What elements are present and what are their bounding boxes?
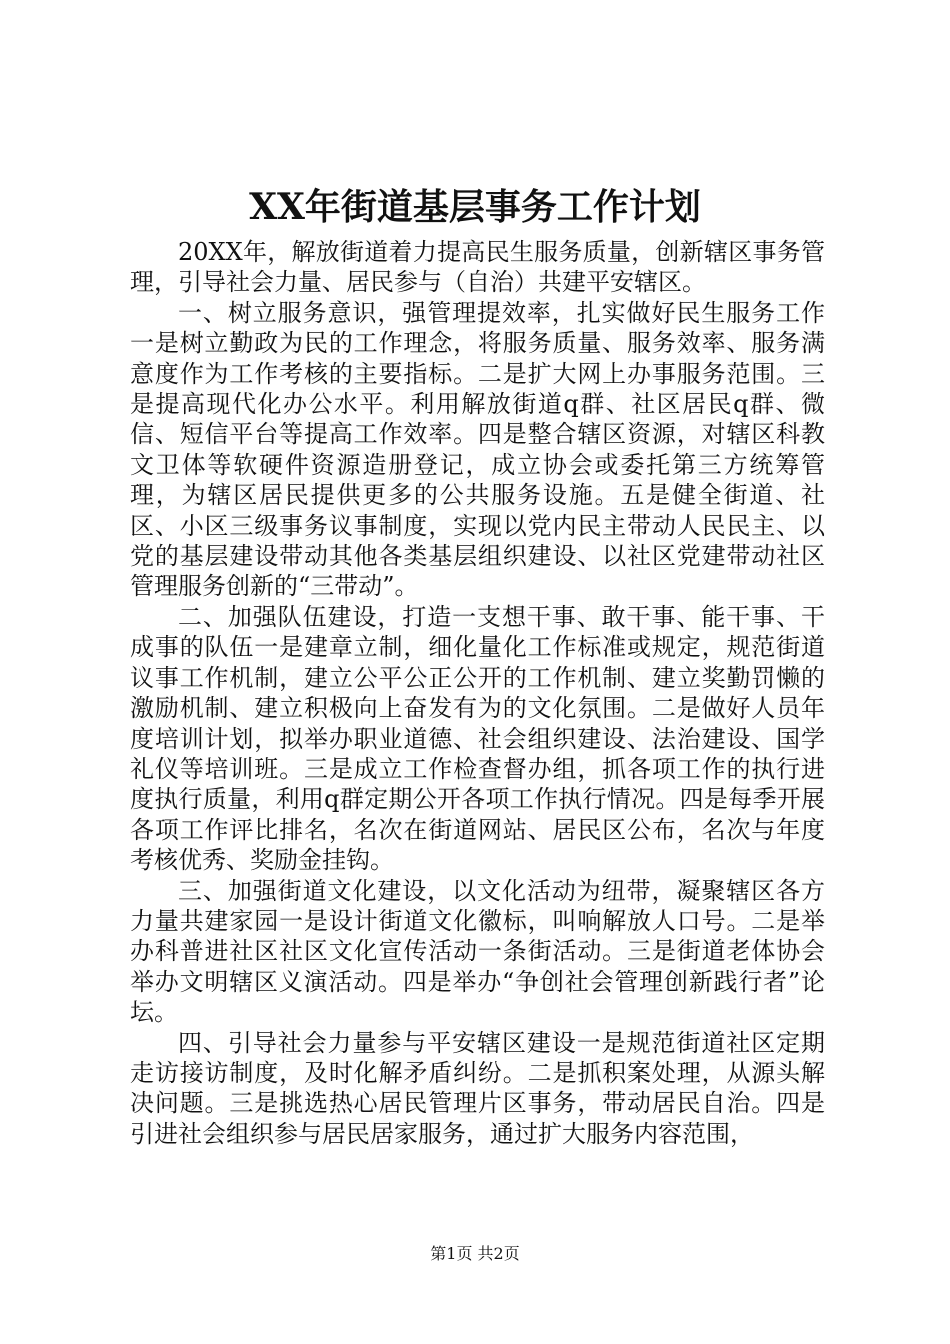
- paragraph-intro: 20XX年，解放街道着力提高民生服务质量，创新辖区事务管理，引导社会力量、居民参与（自治）共建平安辖区。: [130, 238, 825, 297]
- document-body: [130, 237, 825, 1149]
- paragraph-section-2: 二、加强队伍建设，打造一支想干事、敢干事、能干事、干成事的队伍一是建章立制，细化量化工作标准或规定，规范街道议事工作机制，建立公平公正公开的工作机制、建立奖勤罚懒的激励机制、建立积极向上奋发有为的文化氛围。二是做好人员年度培训计划，拟举办职业道德、社会组织建设、法治建设、国学礼仪等培训班。三是成立工作检查督办组，抓各项工作的执行进度执行质量，利用q群定期公开各项工作执行情况。四是每季开展各项工作评比排名，名次在街道网站、居民区公布，名次与年度考核优秀、奖励金挂钩。: [130, 602, 825, 875]
- paragraph-section-4: 四、引导社会力量参与平安辖区建设一是规范街道社区定期走访接访制度，及时化解矛盾纠纷。二是抓积案处理，从源头解决问题。三是挑选热心居民管理片区事务，带动居民自治。四是引进社会组织参与居民居家服务，通过扩大服务内容范围，: [130, 1028, 825, 1148]
- paragraph-section-3: 三、加强街道文化建设，以文化活动为纽带，凝聚辖区各方力量共建家园一是设计街道文化徽标，叫响解放人口号。二是举办科普进社区社区文化宣传活动一条街活动。三是街道老体协会举办文明辖区义演活动。四是举办“争创社会管理创新践行者”论坛。: [130, 876, 825, 1027]
- page-footer: 第1页 共2页: [430, 1244, 520, 1263]
- document-title: XX年街道基层事务工作计划: [249, 186, 701, 228]
- paragraph-section-1: 一、树立服务意识，强管理提效率，扎实做好民生服务工作一是树立勤政为民的工作理念，将服务质量、服务效率、服务满意度作为工作考核的主要指标。二是扩大网上办事服务范围。三是提高现代化办公水平。利用解放街道q群、社区居民q群、微信、短信平台等提高工作效率。四是整合辖区资源，对辖区科教文卫体等软硬件资源造册登记，成立协会或委托第三方统筹管理，为辖区居民提供更多的公共服务设施。五是健全街道、社区、小区三级事务议事制度，实现以党内民主带动人民民主、以党的基层建设带动其他各类基层组织建设、以社区党建带动社区管理服务创新的“三带动”。: [130, 298, 825, 601]
